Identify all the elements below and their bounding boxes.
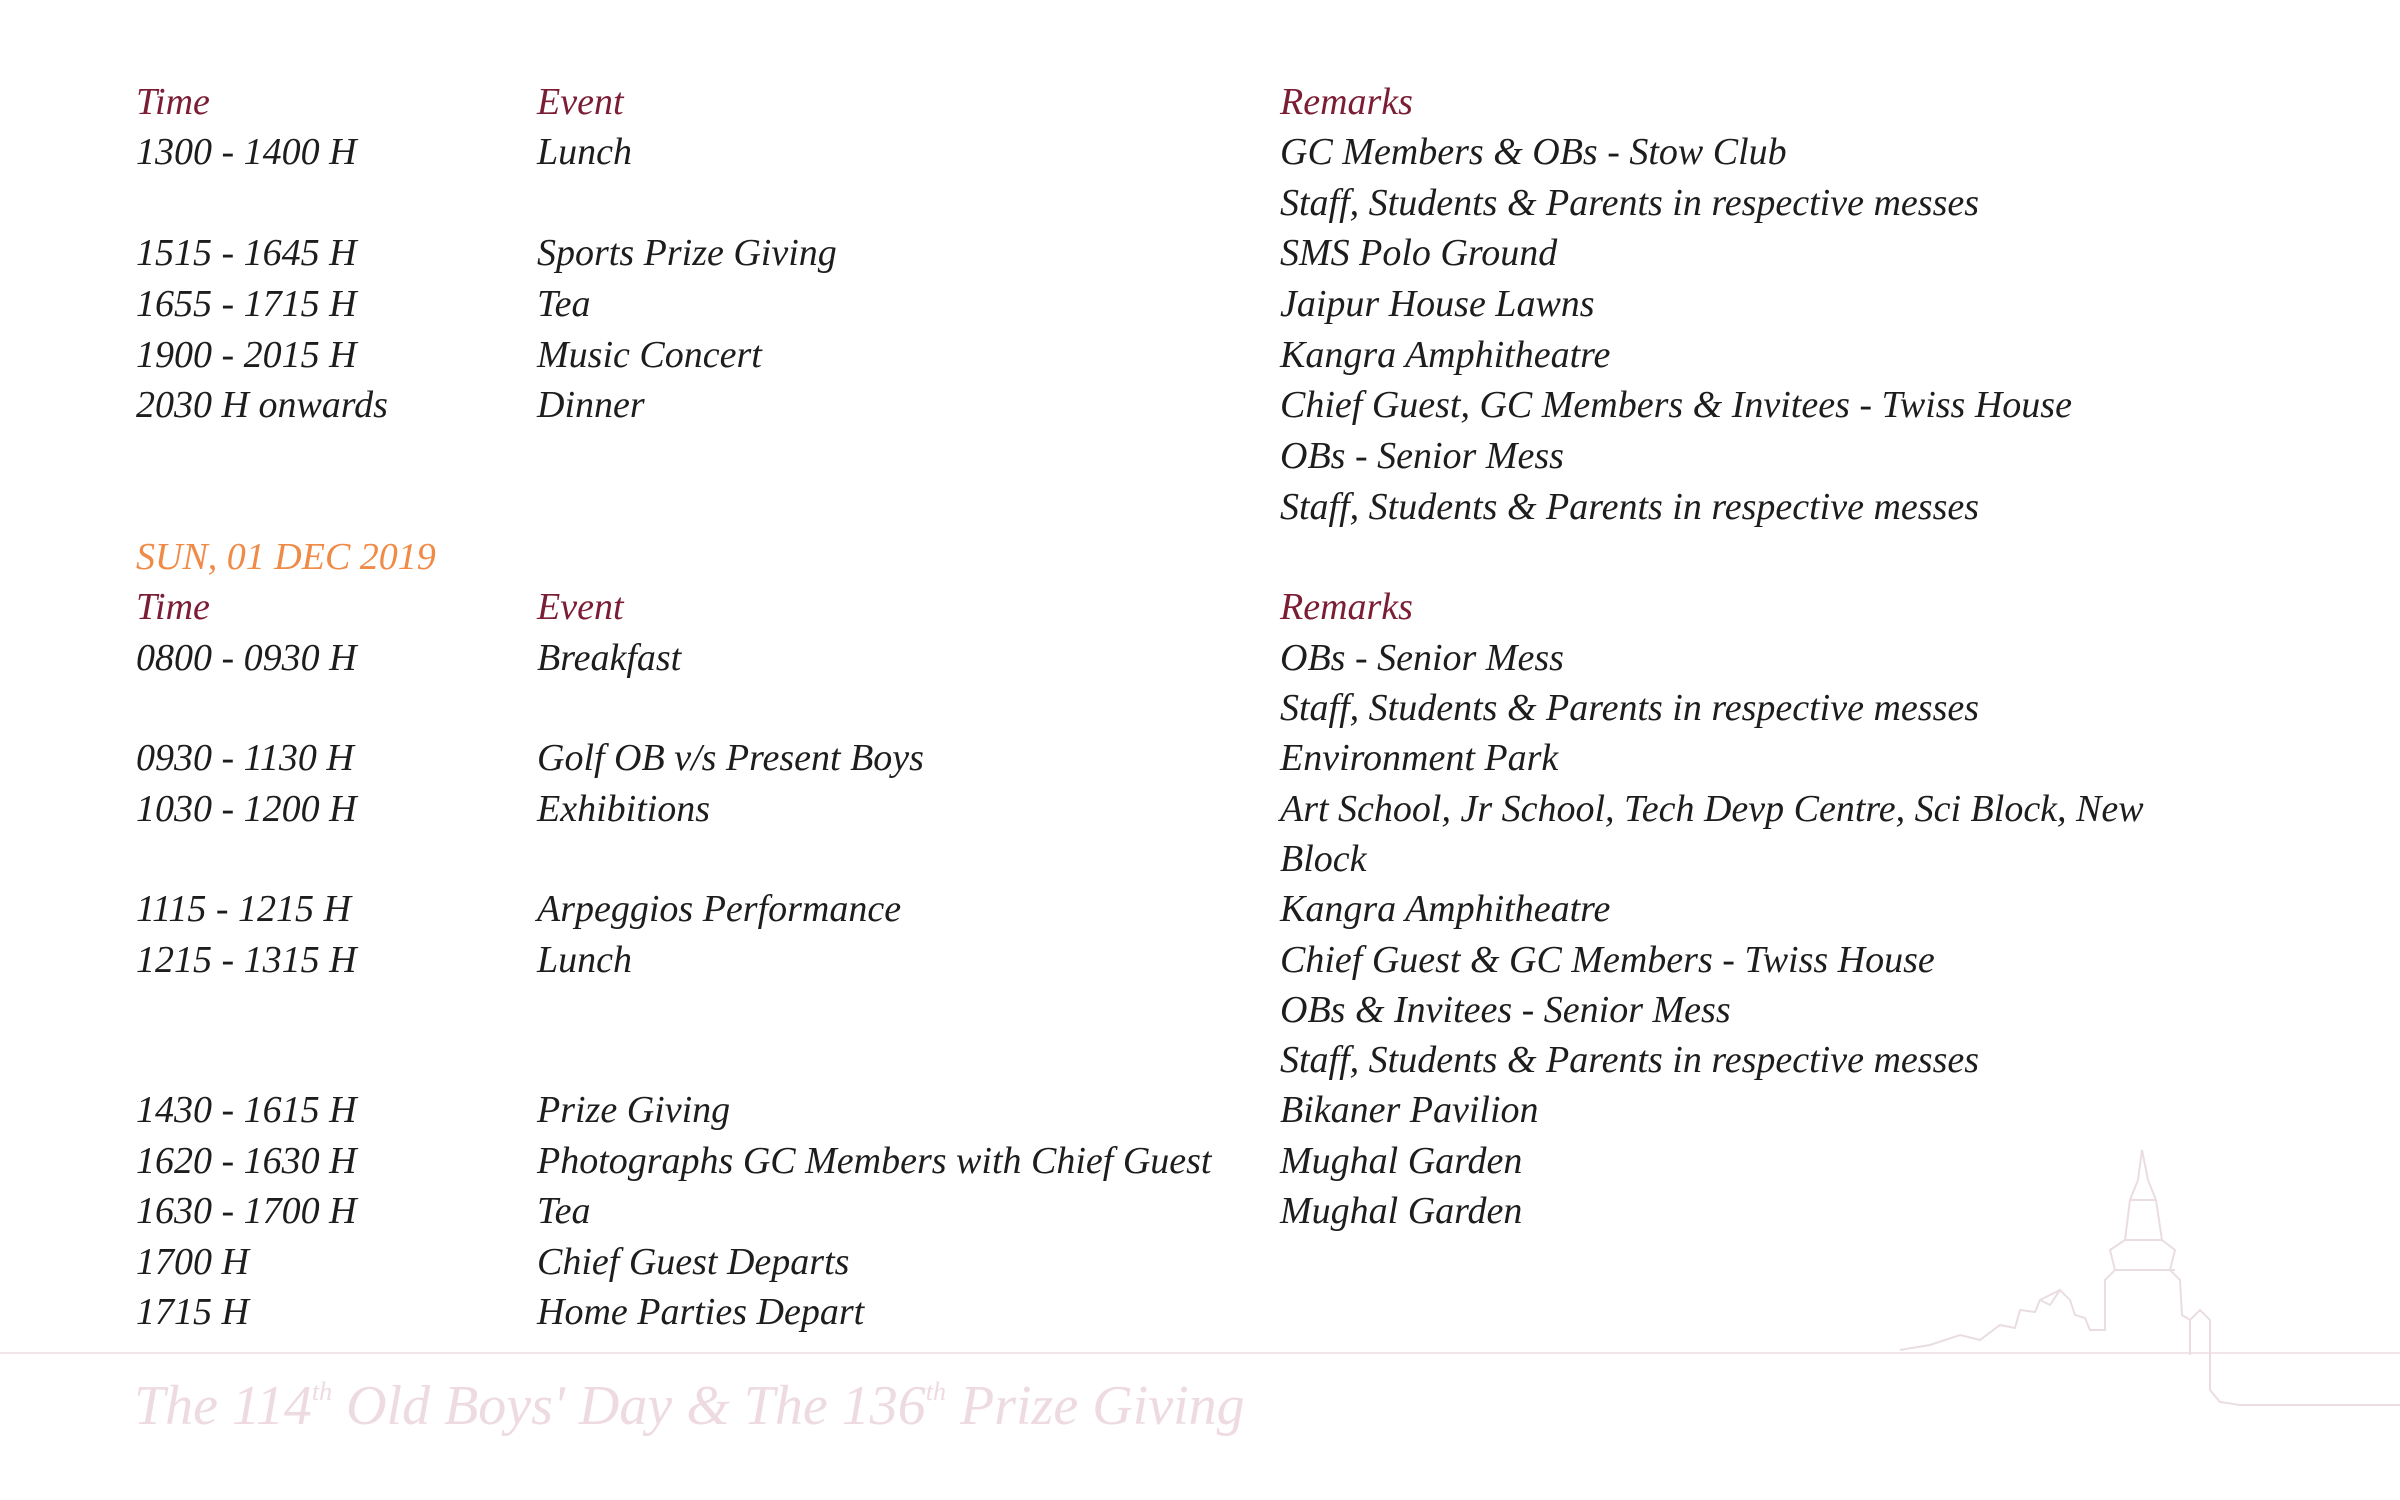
footer-title — [134, 1352, 1245, 1446]
table-header-row — [0, 77, 2400, 127]
footer-title-sup2: th — [925, 1377, 946, 1406]
header-remarks: Remarks — [1280, 81, 1413, 123]
table-row — [0, 228, 2400, 278]
row-time: 1215 - 1315 H — [136, 939, 357, 981]
row-event: Chief Guest Departs — [537, 1241, 850, 1283]
row-remarks: OBs - Senior Mess — [1280, 435, 1564, 477]
table-row-continuation — [0, 683, 2400, 733]
row-remarks: Chief Guest, GC Members & Invitees - Twiss House — [1280, 384, 2072, 426]
footer-title-part3: Prize Giving — [946, 1375, 1245, 1437]
header-time: Time — [136, 81, 210, 123]
row-time: 1515 - 1645 H — [136, 232, 357, 274]
row-remarks: Block — [1280, 838, 1367, 880]
date-heading: SUN, 01 DEC 2019 — [136, 536, 436, 578]
row-remarks: Kangra Amphitheatre — [1280, 888, 1611, 930]
table-header-row — [0, 582, 2400, 632]
table-row — [0, 733, 2400, 783]
row-event: Exhibitions — [537, 788, 711, 830]
table-row — [0, 380, 2400, 430]
palace-outline-icon — [1900, 1140, 2400, 1420]
row-time: 0930 - 1130 H — [136, 737, 354, 779]
row-time: 1620 - 1630 H — [136, 1140, 357, 1182]
table-row — [0, 127, 2400, 177]
row-remarks: OBs - Senior Mess — [1280, 637, 1564, 679]
row-event: Tea — [537, 1190, 591, 1232]
row-remarks: Chief Guest & GC Members - Twiss House — [1280, 939, 1935, 981]
row-remarks: Mughal Garden — [1280, 1190, 1523, 1232]
row-time: 1630 - 1700 H — [136, 1190, 357, 1232]
row-remarks: Staff, Students & Parents in respective messes — [1280, 182, 1980, 224]
table-row — [0, 935, 2400, 985]
row-event: Music Concert — [537, 334, 762, 376]
row-remarks: Staff, Students & Parents in respective messes — [1280, 1039, 1980, 1081]
row-event: Sports Prize Giving — [537, 232, 837, 274]
table-row — [0, 1085, 2400, 1135]
row-event: Breakfast — [537, 637, 682, 679]
footer-title-sup1: th — [311, 1377, 333, 1406]
footer-title-part2: Old Boys' Day & The 136 — [332, 1375, 926, 1437]
row-time: 1430 - 1615 H — [136, 1089, 357, 1131]
row-remarks: OBs & Invitees - Senior Mess — [1280, 989, 1731, 1031]
row-event: Prize Giving — [537, 1089, 731, 1131]
table-row-continuation — [0, 431, 2400, 481]
row-remarks: Mughal Garden — [1280, 1140, 1523, 1182]
table-row — [0, 330, 2400, 380]
header-remarks: Remarks — [1280, 586, 1413, 628]
table-row-continuation — [0, 834, 2400, 884]
row-time: 1715 H — [136, 1291, 249, 1333]
section-date — [0, 532, 2400, 582]
row-event: Golf OB v/s Present Boys — [537, 737, 924, 779]
table-row — [0, 784, 2400, 834]
table-row-continuation — [0, 1035, 2400, 1085]
footer-title-part1: The 114 — [134, 1375, 312, 1437]
row-event: Dinner — [537, 384, 645, 426]
row-time: 1030 - 1200 H — [136, 788, 357, 830]
row-remarks: Kangra Amphitheatre — [1280, 334, 1611, 376]
row-time: 1900 - 2015 H — [136, 334, 357, 376]
header-event: Event — [537, 586, 624, 628]
row-time: 1700 H — [136, 1241, 249, 1283]
row-event: Tea — [537, 283, 591, 325]
row-event: Lunch — [537, 939, 632, 981]
row-event: Home Parties Depart — [537, 1291, 865, 1333]
row-time: 1300 - 1400 H — [136, 131, 357, 173]
row-remarks: Jaipur House Lawns — [1280, 283, 1595, 325]
row-remarks: Bikaner Pavilion — [1280, 1089, 1539, 1131]
row-time: 1115 - 1215 H — [136, 888, 351, 930]
table-row — [0, 633, 2400, 683]
header-event: Event — [537, 81, 624, 123]
row-remarks: GC Members & OBs - Stow Club — [1280, 131, 1787, 173]
row-remarks: Staff, Students & Parents in respective messes — [1280, 687, 1980, 729]
row-remarks: Environment Park — [1280, 737, 1559, 779]
row-time: 0800 - 0930 H — [136, 637, 357, 679]
table-row — [0, 279, 2400, 329]
header-time: Time — [136, 586, 210, 628]
row-event: Arpeggios Performance — [537, 888, 902, 930]
row-event: Lunch — [537, 131, 632, 173]
row-remarks: Staff, Students & Parents in respective messes — [1280, 486, 1980, 528]
table-row-continuation — [0, 985, 2400, 1035]
table-row — [0, 884, 2400, 934]
row-time: 2030 H onwards — [136, 384, 388, 426]
row-remarks: Art School, Jr School, Tech Devp Centre, Sci Block, New — [1280, 788, 2144, 830]
table-row-continuation — [0, 178, 2400, 228]
row-remarks: SMS Polo Ground — [1280, 232, 1558, 274]
table-row-continuation — [0, 482, 2400, 532]
row-event: Photographs GC Members with Chief Guest — [537, 1140, 1212, 1182]
row-time: 1655 - 1715 H — [136, 283, 357, 325]
